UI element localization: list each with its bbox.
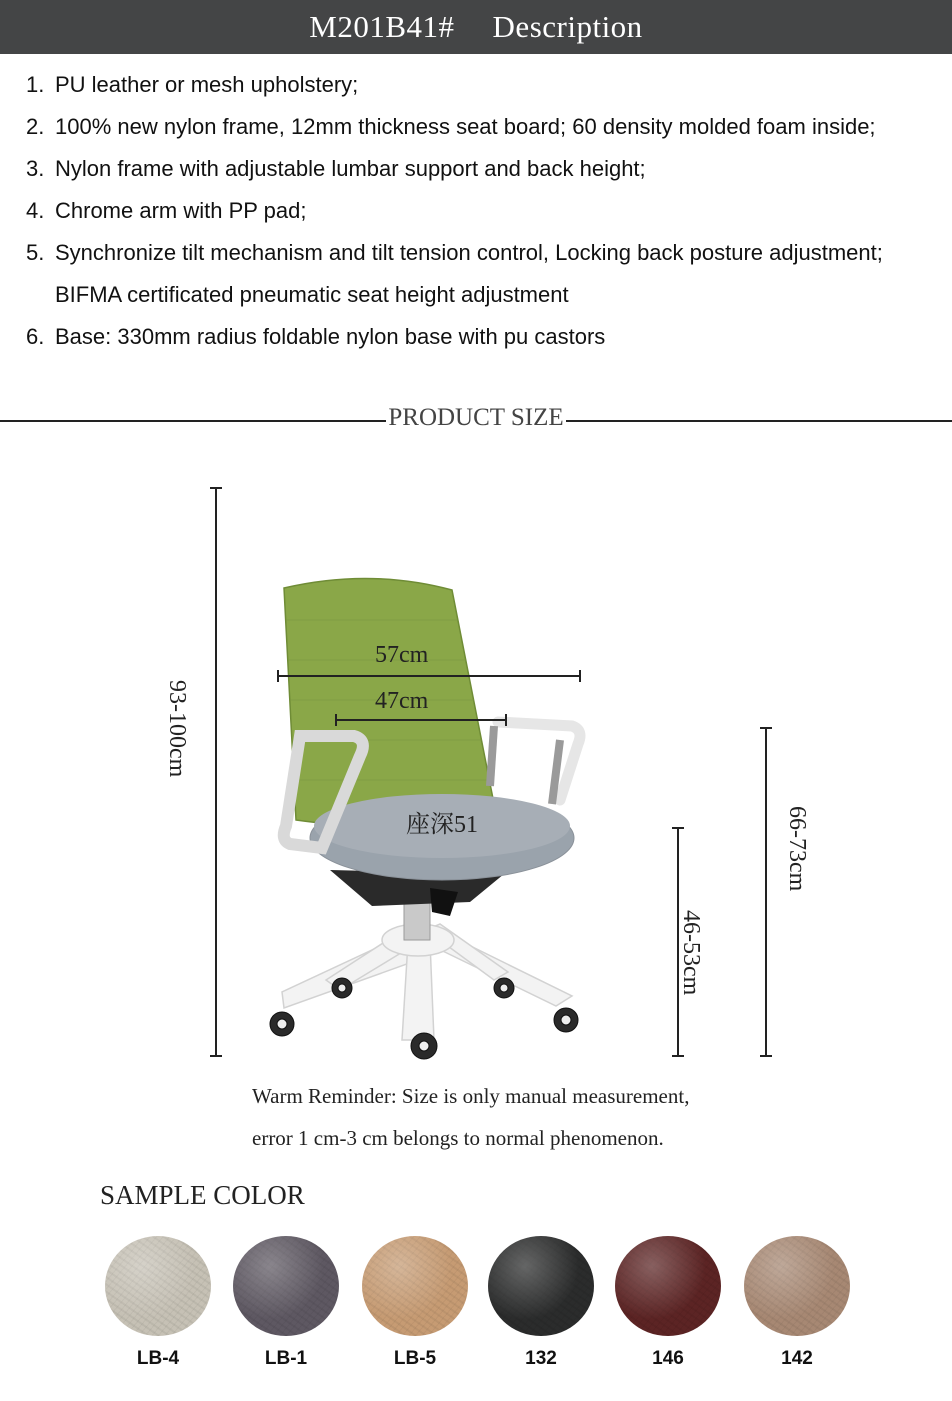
swatch-disc	[615, 1236, 721, 1336]
spec-text: 100% new nylon frame, 12mm thickness seat board; 60 density molded foam inside;	[55, 114, 876, 139]
swatch-lb-5	[360, 1236, 470, 1370]
arm-height-label: 66-73cm	[784, 806, 810, 892]
reminder-line-1: Warm Reminder: Size is only manual measurement,	[252, 1084, 690, 1108]
swatch-code: 142	[781, 1348, 813, 1369]
spec-item	[26, 190, 926, 232]
spec-list	[26, 64, 926, 358]
spec-text: Nylon frame with adjustable lumbar support and back height;	[55, 156, 646, 181]
product-size-title: PRODUCT SIZE	[388, 404, 564, 431]
swatch-disc	[362, 1236, 468, 1336]
reminder-line-2: error 1 cm-3 cm belongs to normal phenomenon.	[252, 1126, 664, 1150]
swatch-disc	[744, 1236, 850, 1336]
header-bar	[0, 0, 952, 54]
spec-item	[26, 106, 926, 148]
tilt-knob	[430, 888, 458, 916]
spec-number: 5.	[26, 240, 45, 265]
spec-item	[26, 232, 926, 316]
spec-text: Base: 330mm radius foldable nylon base with pu castors	[55, 324, 606, 349]
swatch-code: LB-1	[264, 1348, 308, 1369]
spec-text: Chrome arm with PP pad;	[55, 198, 307, 223]
spec-text: Synchronize tilt mechanism and tilt tension control, Locking back posture adjustment; BIFMA certificated pneumatic seat height adjustment	[55, 240, 883, 307]
spec-number: 3.	[26, 156, 45, 181]
swatch-code: LB-4	[136, 1348, 180, 1369]
swatch-lb-1	[231, 1236, 341, 1370]
swatch-146	[613, 1236, 723, 1370]
overall-width-label: 57cm	[375, 642, 429, 668]
swatch-142	[742, 1236, 852, 1370]
swatch-disc	[488, 1236, 594, 1336]
seat-height-label: 46-53cm	[678, 910, 704, 996]
sample-color-title: SAMPLE COLOR	[100, 1180, 305, 1210]
product-size-heading	[0, 404, 952, 432]
swatch-code: 132	[525, 1348, 557, 1369]
swatch-code: 146	[652, 1348, 684, 1369]
chair-dimension-drawing	[0, 440, 952, 1080]
spec-number: 1.	[26, 72, 45, 97]
chair-base	[282, 924, 572, 1040]
model-number: M201B41#	[309, 9, 455, 44]
swatch-code: LB-5	[393, 1348, 437, 1369]
swatch-disc	[233, 1236, 339, 1336]
header-title: Description	[492, 9, 643, 44]
swatch-132	[486, 1236, 596, 1370]
spec-number: 2.	[26, 114, 45, 139]
spec-text: PU leather or mesh upholstery;	[55, 72, 359, 97]
spec-item	[26, 148, 926, 190]
swatch-row	[0, 1236, 952, 1376]
arm-post	[490, 726, 494, 786]
spec-item	[26, 64, 926, 106]
swatch-lb-4	[103, 1236, 213, 1370]
overall-height-label: 93-100cm	[164, 680, 190, 778]
seat-depth-label: 座深51	[406, 812, 478, 838]
gas-lift	[404, 902, 430, 940]
spec-number: 6.	[26, 324, 45, 349]
swatch-disc	[105, 1236, 211, 1336]
seat-width-label: 47cm	[375, 688, 429, 714]
overall-height-dimension	[210, 488, 222, 1056]
arm-height-dimension	[760, 728, 772, 1056]
spec-number: 4.	[26, 198, 45, 223]
spec-item	[26, 316, 926, 358]
